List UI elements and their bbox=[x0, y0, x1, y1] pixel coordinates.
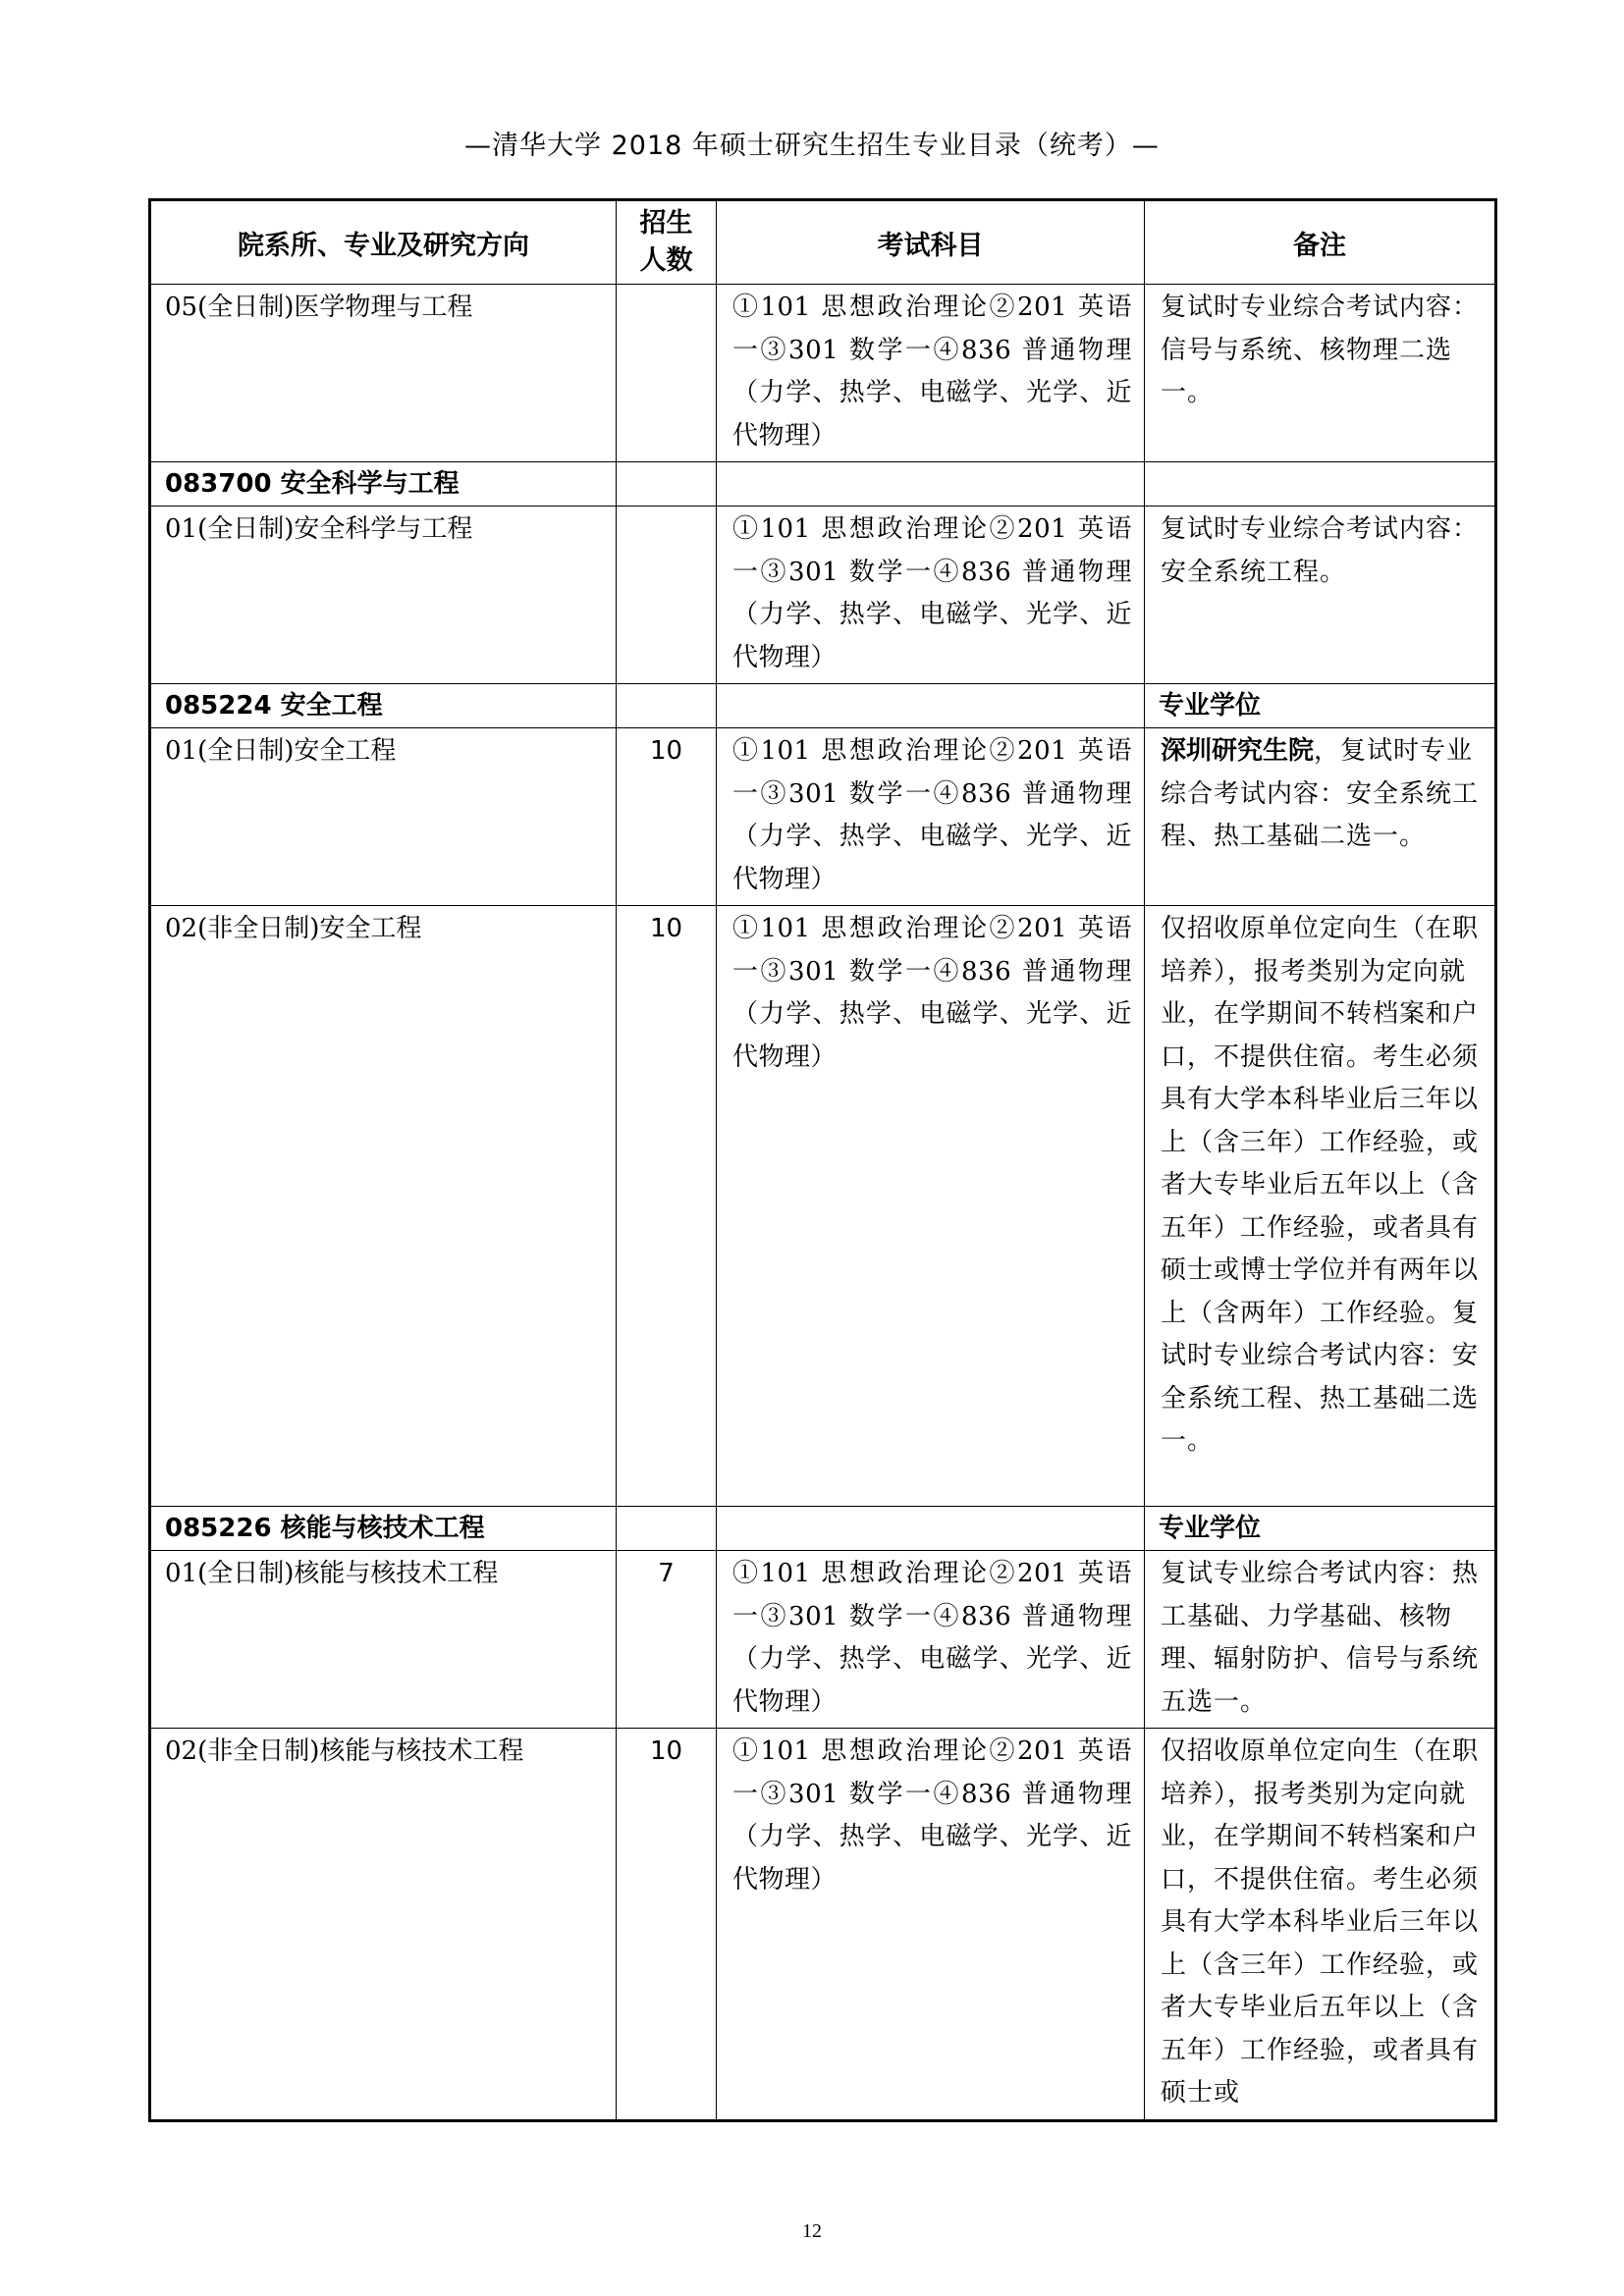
enrollment-count: 7 bbox=[658, 1559, 675, 1588]
exam-subjects: ①101 思想政治理论②201 英语一③301 数学一④836 普通物理（力学、热学、电磁学、光学、近代物理） bbox=[732, 1559, 1132, 1717]
direction-name: 02(非全日制)安全工程 bbox=[165, 914, 422, 943]
remark-text: 仅招收原单位定向生（在职培养），报考类别为定向就业，在学期间不转档案和户口，不提供住宿。考生必须具有大学本科毕业后三年以上（含三年）工作经验，或者大专毕业后五年以上（含五年）工作经验，或者具有硕士或 bbox=[1161, 1736, 1480, 2108]
table-row bbox=[150, 1551, 1496, 1729]
table-row bbox=[150, 1729, 1496, 2121]
page-number: 12 bbox=[802, 2220, 822, 2242]
remark bbox=[1145, 1551, 1494, 1728]
header-row bbox=[150, 200, 1496, 285]
remark bbox=[1145, 728, 1494, 863]
exam-subjects bbox=[717, 462, 1144, 468]
remark-text: 复试专业综合考试内容：热工基础、力学基础、核物理、辐射防护、信号与系统五选一。 bbox=[1161, 1559, 1480, 1717]
header-exam: 考试科目 bbox=[717, 200, 1145, 285]
enrollment-count bbox=[617, 684, 716, 690]
header-enrollment-line2: 人数 bbox=[639, 245, 693, 276]
header-direction: 院系所、专业及研究方向 bbox=[150, 200, 617, 285]
exam-subjects: ①101 思想政治理论②201 英语一③301 数学一④836 普通物理（力学、热学、电磁学、光学、近代物理） bbox=[732, 1736, 1132, 1895]
header-remarks: 备注 bbox=[1145, 200, 1496, 285]
remark bbox=[1145, 285, 1494, 419]
enrollment-count bbox=[617, 507, 716, 512]
remark-text: 复试时专业综合考试内容：信号与系统、核物理二选一。 bbox=[1161, 293, 1480, 407]
degree-type: 专业学位 bbox=[1159, 691, 1262, 721]
major-row bbox=[150, 462, 1496, 507]
exam-subjects: ①101 思想政治理论②201 英语一③301 数学一④836 普通物理（力学、热学、电磁学、光学、近代物理） bbox=[732, 293, 1132, 451]
remark-campus: 深圳研究生院 bbox=[1161, 736, 1315, 766]
major-name: 083700 安全科学与工程 bbox=[165, 469, 460, 499]
major-name: 085226 核能与核技术工程 bbox=[165, 1514, 485, 1543]
remark-text: ，复试时专业综合考试内容：安全系统工程、热工基础二选一。 bbox=[1161, 736, 1480, 851]
table-row bbox=[150, 285, 1496, 462]
remark-text: 复试时专业综合考试内容：安全系统工程。 bbox=[1161, 514, 1480, 587]
direction-name: 01(全日制)安全工程 bbox=[165, 736, 397, 766]
enrollment-count: 10 bbox=[649, 914, 683, 943]
exam-subjects: ①101 思想政治理论②201 英语一③301 数学一④836 普通物理（力学、热学、电磁学、光学、近代物理） bbox=[732, 914, 1132, 1072]
direction-name: 01(全日制)核能与核技术工程 bbox=[165, 1559, 499, 1588]
remark-text: 仅招收原单位定向生（在职培养），报考类别为定向就业，在学期间不转档案和户口，不提供住宿。考生必须具有大学本科毕业后三年以上（含三年）工作经验，或者大专毕业后五年以上（含五年）工作经验，或者具有硕士或博士学位并有两年以上（含两年）工作经验。复试时专业综合考试内容：安全系统工程、热工基础二选一。 bbox=[1161, 914, 1480, 1456]
exam-subjects bbox=[717, 1507, 1144, 1513]
degree-type: 专业学位 bbox=[1159, 1514, 1262, 1543]
major-row bbox=[150, 684, 1496, 728]
major-row bbox=[150, 1507, 1496, 1551]
remark bbox=[1145, 1729, 1494, 2119]
enrollment-count: 10 bbox=[649, 1736, 683, 1766]
exam-subjects bbox=[717, 684, 1144, 690]
header-enrollment-line1: 招生 bbox=[639, 208, 693, 239]
enrollment-count bbox=[617, 285, 716, 291]
exam-subjects: ①101 思想政治理论②201 英语一③301 数学一④836 普通物理（力学、热学、电磁学、光学、近代物理） bbox=[732, 514, 1132, 672]
enrollment-count bbox=[617, 1507, 716, 1513]
enrollment-count: 10 bbox=[649, 736, 683, 766]
remark bbox=[1145, 462, 1494, 466]
catalog-table bbox=[148, 198, 1497, 2122]
direction-name: 01(全日制)安全科学与工程 bbox=[165, 514, 473, 544]
table-row bbox=[150, 906, 1496, 1507]
page-title: —清华大学 2018 年硕士研究生招生专业目录（统考）— bbox=[464, 131, 1160, 161]
remark bbox=[1145, 906, 1494, 1468]
major-name: 085224 安全工程 bbox=[165, 691, 383, 721]
enrollment-count bbox=[617, 462, 716, 468]
direction-name: 02(非全日制)核能与核技术工程 bbox=[165, 1736, 524, 1766]
remark bbox=[1145, 507, 1494, 598]
table-row bbox=[150, 507, 1496, 684]
header-enrollment bbox=[617, 200, 717, 285]
table-row bbox=[150, 728, 1496, 906]
exam-subjects: ①101 思想政治理论②201 英语一③301 数学一④836 普通物理（力学、热学、电磁学、光学、近代物理） bbox=[732, 736, 1132, 894]
direction-name: 05(全日制)医学物理与工程 bbox=[165, 293, 473, 322]
